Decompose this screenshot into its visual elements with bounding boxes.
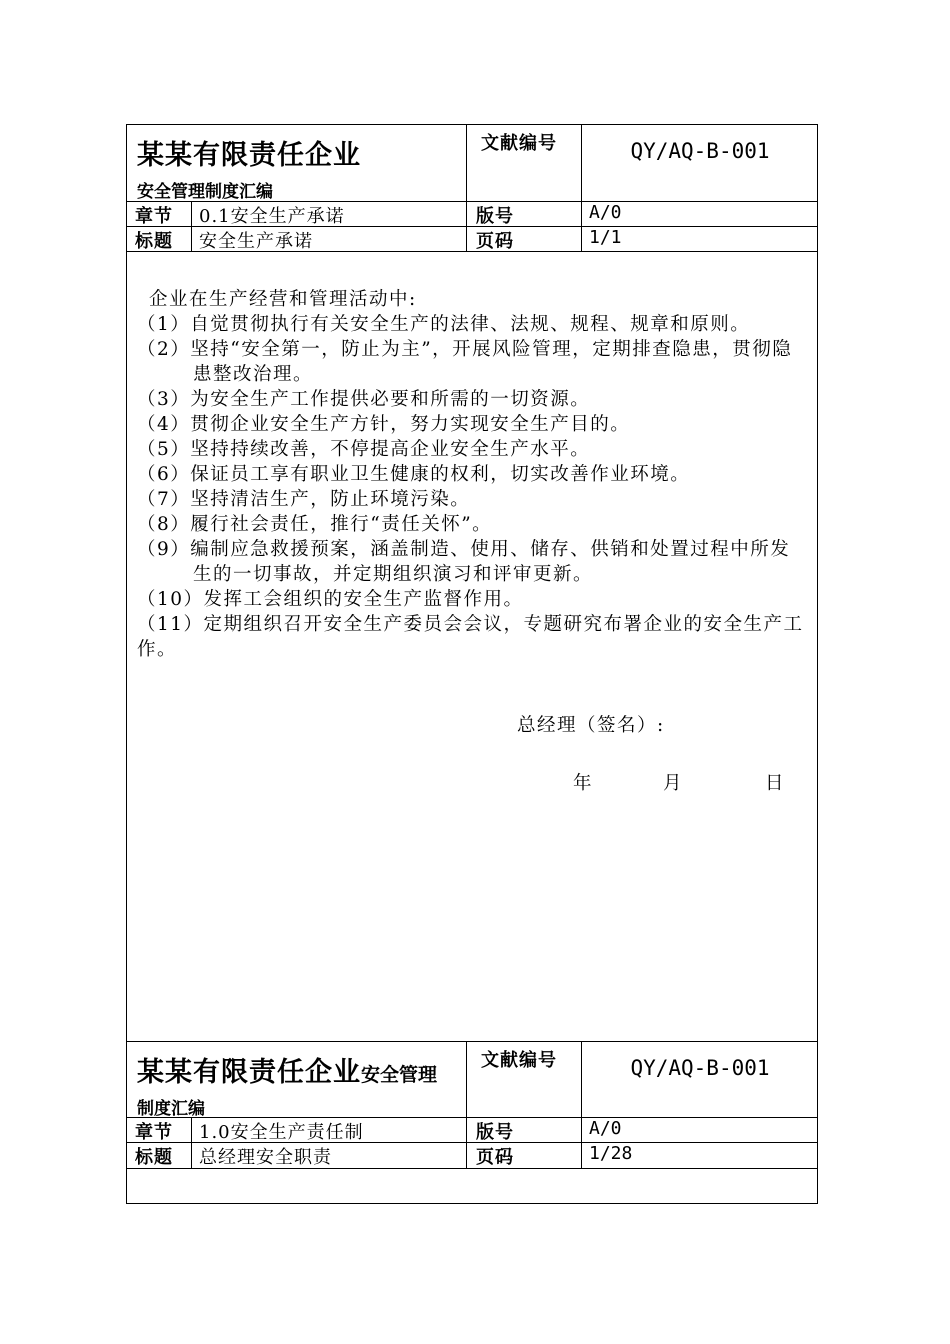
column-divider — [466, 1042, 467, 1168]
commitment-item: （1）自觉贯彻执行有关安全生产的法律、法规、规程、规章和原则。 — [137, 314, 751, 335]
doc-number-label: 文献编号 — [481, 133, 557, 154]
commitment-item: （4）贯彻企业安全生产方针，努力实现安全生产目的。 — [137, 414, 631, 435]
commitment-item: （11）定期组织召开安全生产委员会会议，专题研究布署企业的安全生产工作。 — [137, 614, 804, 660]
date-day: 日 — [765, 773, 784, 794]
document-subtitle: 安全管理制度汇编 — [137, 182, 273, 202]
commitment-body — [137, 287, 809, 662]
document-form-1 — [126, 124, 818, 1042]
version-value: A/0 — [589, 202, 622, 223]
date-month: 月 — [663, 773, 682, 794]
commitment-intro: 企业在生产经营和管理活动中: — [149, 289, 417, 310]
signature-line: 总经理（签名）: — [517, 715, 665, 736]
chapter-label: 章节 — [135, 1122, 173, 1143]
column-divider — [191, 201, 192, 251]
doc-number-value: QY/AQ-B-001 — [630, 139, 770, 163]
version-label: 版号 — [476, 1122, 514, 1143]
commitment-item: （5）坚持持续改善，不停提高企业安全生产水平。 — [137, 439, 591, 460]
column-divider — [466, 125, 467, 251]
title-label: 标题 — [135, 231, 173, 252]
page-value: 1/1 — [589, 227, 622, 248]
chapter-value: 1.0安全生产责任制 — [199, 1122, 364, 1143]
commitment-item: （2）坚持“安全第一，防止为主”，开展风险管理，定期排查隐患，贯彻隐患整改治理。 — [137, 339, 793, 385]
title-label: 标题 — [135, 1147, 173, 1168]
commitment-item: （9）编制应急救援预案，涵盖制造、使用、储存、供销和处置过程中所发生的一切事故，并定期组织演习和评审更新。 — [137, 539, 791, 585]
page-label: 页码 — [476, 1147, 514, 1168]
commitment-item: （6）保证员工享有职业卫生健康的权利，切实改善作业环境。 — [137, 464, 691, 485]
date-year: 年 — [573, 773, 592, 794]
column-divider — [191, 1117, 192, 1168]
document-form-2 — [126, 1041, 818, 1204]
company-name: 某某有限责任企业 — [137, 140, 361, 171]
doc-number-value: QY/AQ-B-001 — [630, 1056, 770, 1080]
commitment-item: （10）发挥工会组织的安全生产监督作用。 — [137, 589, 524, 610]
company-name-main: 某某有限责任企业 — [137, 1057, 361, 1088]
page-label: 页码 — [476, 231, 514, 252]
commitment-item: （3）为安全生产工作提供必要和所需的一切资源。 — [137, 389, 591, 410]
commitment-item: （8）履行社会责任，推行“责任关怀”。 — [137, 514, 493, 535]
title-value: 安全生产承诺 — [199, 231, 313, 252]
chapter-label: 章节 — [135, 206, 173, 227]
title-value: 总经理安全职责 — [199, 1147, 332, 1168]
chapter-value: 0.1安全生产承诺 — [199, 206, 345, 227]
version-label: 版号 — [476, 206, 514, 227]
doc-number-label: 文献编号 — [481, 1050, 557, 1071]
version-value: A/0 — [589, 1118, 622, 1139]
document-subtitle: 制度汇编 — [137, 1099, 205, 1119]
company-name-tail: 安全管理 — [361, 1064, 438, 1086]
page-value: 1/28 — [589, 1143, 633, 1164]
commitment-item: （7）坚持清洁生产，防止环境污染。 — [137, 489, 471, 510]
company-name — [137, 1050, 437, 1089]
